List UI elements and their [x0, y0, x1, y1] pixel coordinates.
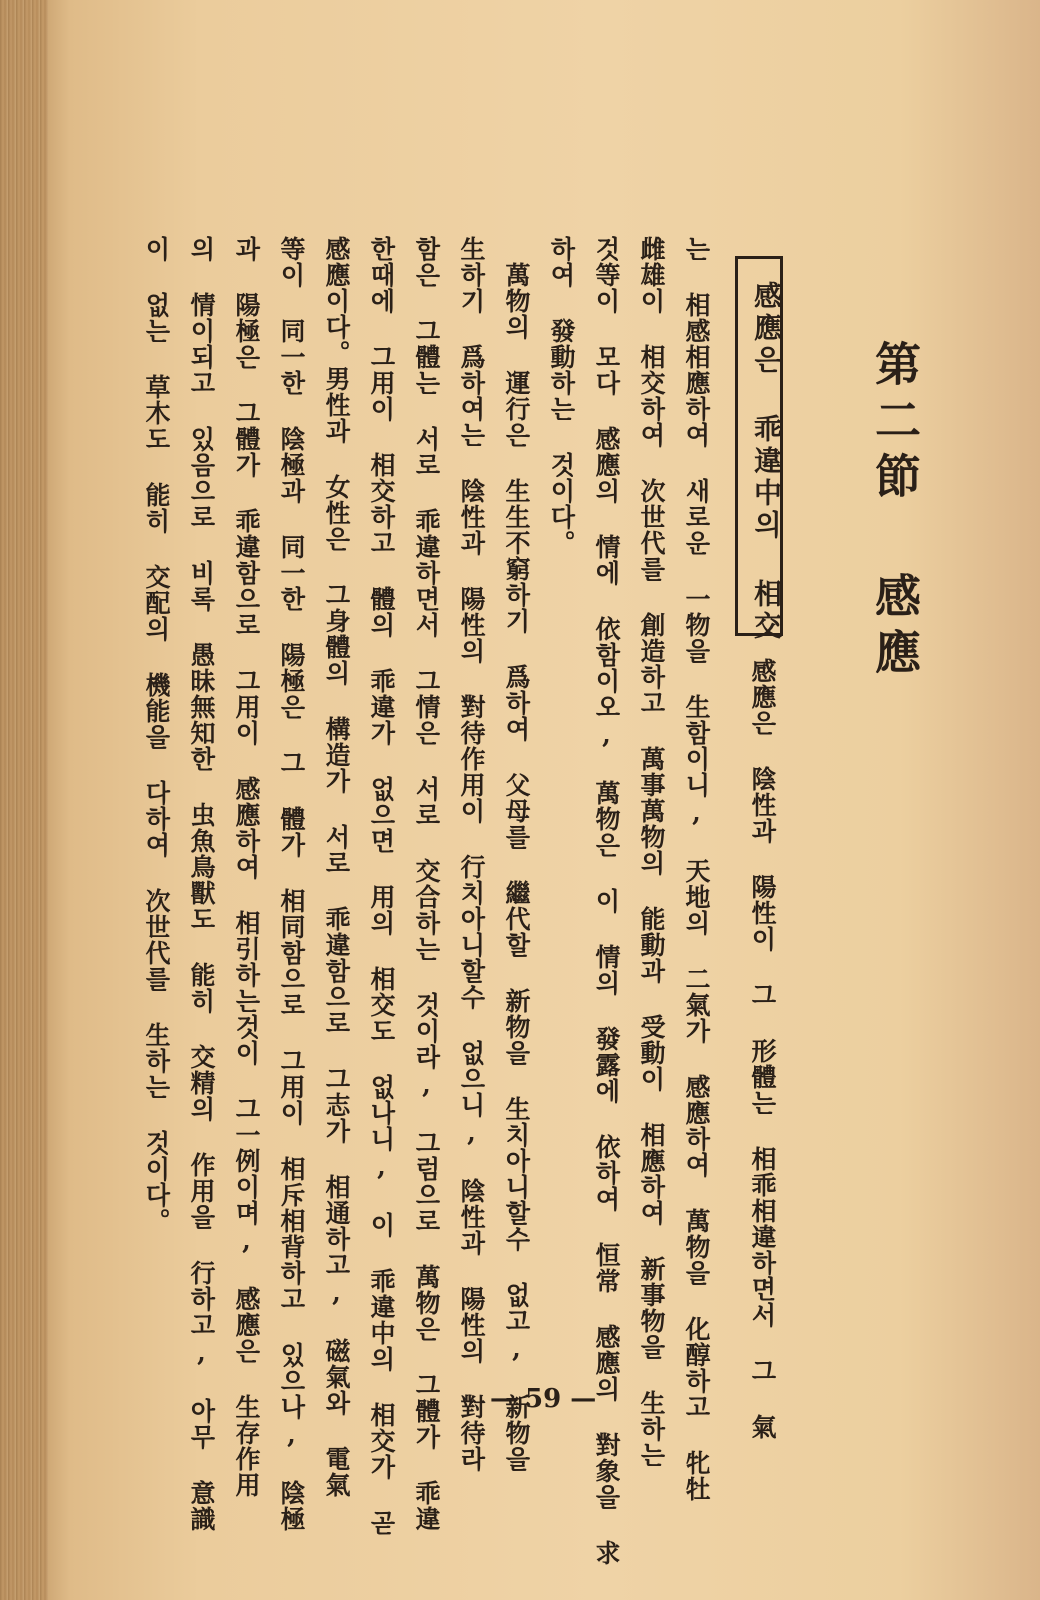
page-number: — 59 — [490, 1384, 597, 1414]
body-line: 萬物의 運行은 生生不窮하기 爲하여 父母를 繼代할 新物을 生치아니할수 없고, 新物을 [502, 262, 531, 1472]
body-line: 는 相感相應하여 새로운 一物을 生함이니, 天地의 二氣가 感應하여 萬物을 化醇하고 牝牡 [682, 236, 711, 1502]
boxed-title-frame [735, 256, 783, 643]
body-line: 雌雄이 相交하여 次世代를 創造하고 萬事萬物의 能動과 受動이 相應하여 新事物을 生하는 [637, 236, 666, 1468]
body-line: 이 없는 草木도 能히 交配의 機能을 다하여 次世代를 生하는 것이다。 [142, 236, 171, 1234]
body-line: 의 情이되고 있음으로 비록 愚昧無知한 虫魚鳥獸도 能히 交精의 作用을 行하고, 아무 意識 [187, 236, 216, 1532]
body-line: 과 陽極은 그體가 乖違함으로 그用이 感應하여 相引하는것이 그一例이며, 感應은 生存作用 [232, 236, 261, 1498]
body-line: 感應이다。男性과 女性은 그身體의 構造가 서로 乖違함으로 그志가 相通하고, 磁氣와 電氣 [322, 236, 351, 1498]
body-line: 하여 發動하는 것이다。 [547, 236, 576, 556]
boxed-title: 感應은 乖違中의 相交 [750, 281, 783, 643]
body-line: 等이 同一한 陰極과 同一한 陽極은 그 體가 相同함으로 그用이 相斥相背하고 있으나, 陰極 [277, 236, 306, 1532]
section-heading: 第二節 感應 [868, 340, 922, 684]
body-line: 生하기 爲하여는 陰性과 陽性의 對待作用이 行치아니할수 없으니, 陰性과 陽性의 對待라 [457, 236, 486, 1472]
opening-line: 感應은 陰性과 陽性이 그 形體는 相乖相違하면서 그 氣 [748, 658, 777, 1440]
book-spine [0, 0, 48, 1600]
body-line: 한때에 그用이 相交하고 體의 乖違가 없으면 用의 相交도 없나니, 이 乖違中의 相交가 곧 [367, 236, 396, 1536]
body-line: 함은 그體는 서로 乖違하면서 그情은 서로 交合하는 것이라, 그럼으로 萬物은 그體가 乖違 [412, 236, 441, 1532]
body-line: 것等이 모다 感應의 情에 依함이오, 萬物은 이 情의 發露에 依하여 恒常 感應의 對象을 求 [592, 236, 621, 1566]
